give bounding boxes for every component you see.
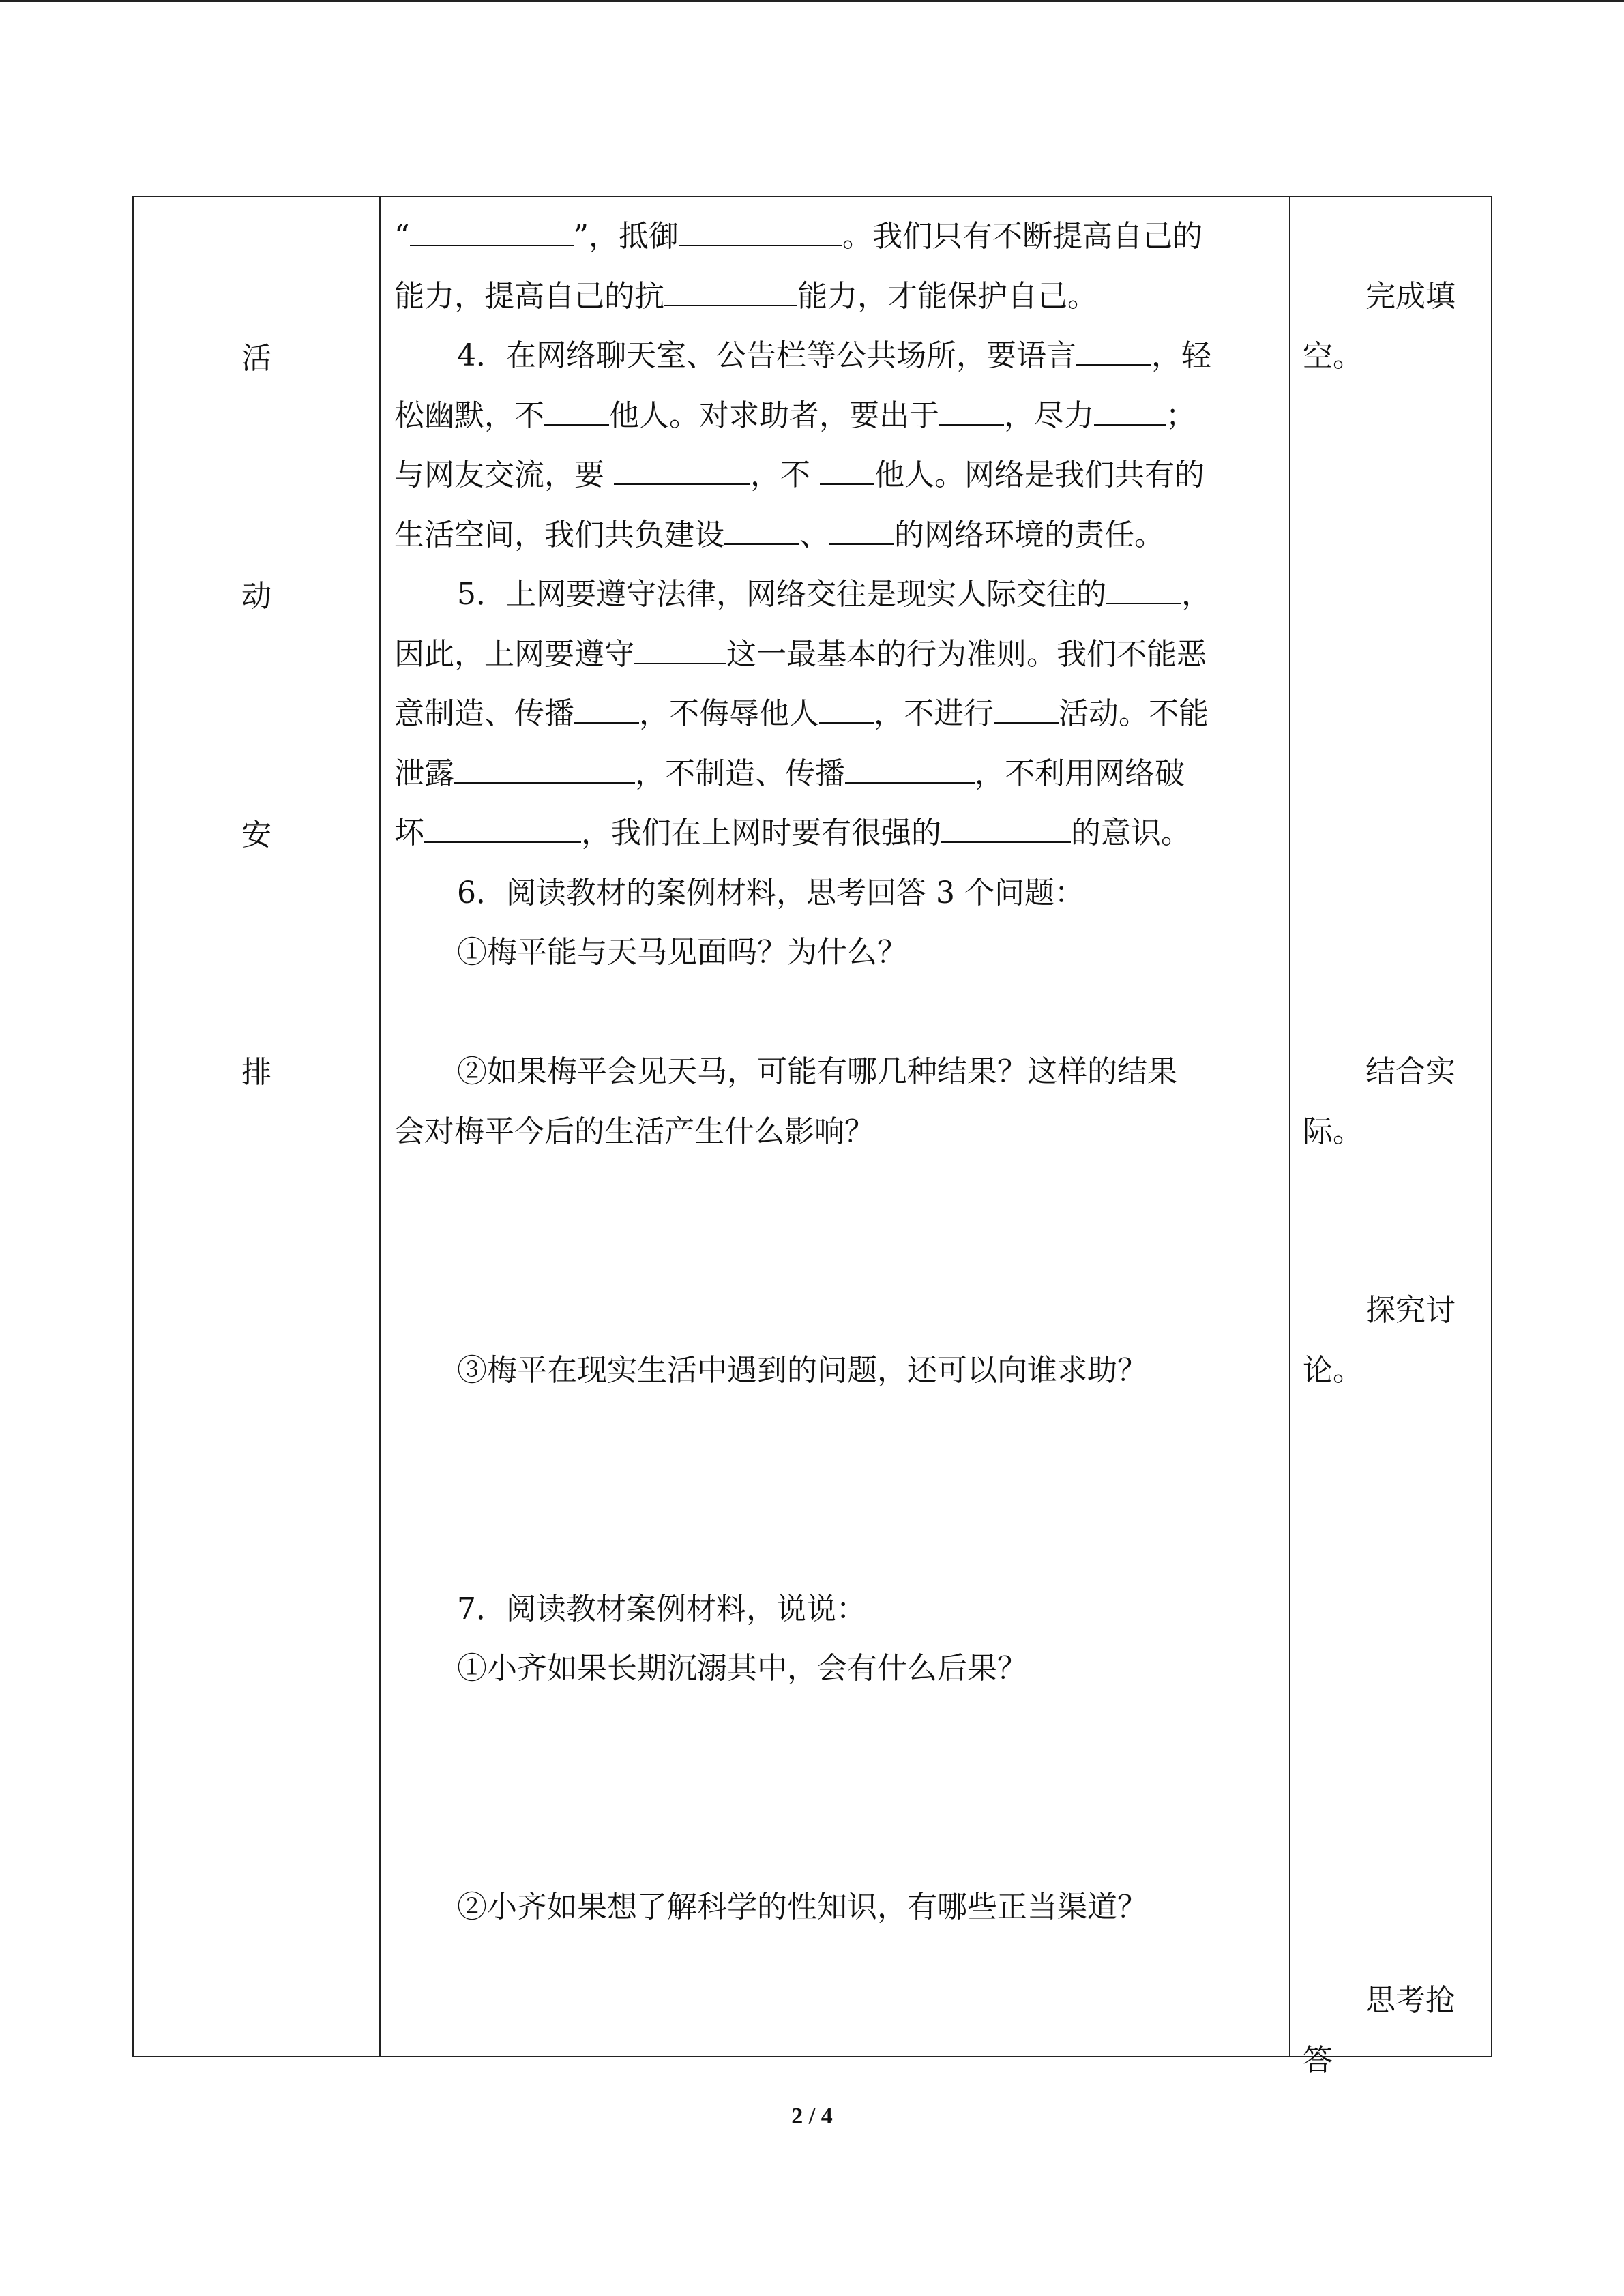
page-top-border <box>0 0 1624 2</box>
note-complete-blanks: 完成填 空。 <box>1303 279 1456 374</box>
question-6-item-2-cont: 会对梅平今后的生活产生什么影响？ <box>394 1114 874 1149</box>
answer-space <box>394 1758 1278 1818</box>
page-number: 2 / 4 <box>791 2104 833 2129</box>
blank[interactable] <box>544 397 609 426</box>
question-4-line-2: 松幽默，不 他人。对求助者，要出于 ，尽力 ； <box>394 398 1196 433</box>
lesson-table <box>132 196 1492 2078</box>
answer-space <box>394 1818 1278 1878</box>
question-5-line-1: 5．上网要遵守法律，网络交往是现实人际交往的 ， <box>457 577 1211 612</box>
blank[interactable] <box>410 218 574 246</box>
question-7-item-1: ①小齐如果长期沉溺其中，会有什么后果？ <box>457 1651 1027 1686</box>
answer-space <box>394 1400 1278 1460</box>
blank[interactable] <box>424 814 581 843</box>
answer-space <box>394 1161 1278 1221</box>
blank[interactable] <box>829 516 894 545</box>
answer-space <box>394 1699 1278 1759</box>
question-7-item-2: ②小齐如果想了解科学的性知识，有哪些正当渠道？ <box>457 1890 1147 1924</box>
blank[interactable] <box>994 695 1059 724</box>
line-p1a: “ ”，抵御 。我们只有不断提高自己的 <box>394 219 1202 254</box>
blank[interactable] <box>939 397 1004 426</box>
left-label-char-3: 安 <box>241 818 271 852</box>
blank[interactable] <box>1076 337 1151 366</box>
column-divider-left <box>379 197 381 2056</box>
left-label-char-2: 动 <box>241 579 271 614</box>
question-5-line-5: 坏 ，我们在上网时要有很强的 的意识。 <box>394 816 1191 850</box>
question-5-line-4: 泄露 ，不制造、传播 ，不利用网络破 <box>394 756 1185 791</box>
answer-space <box>394 1460 1278 1520</box>
line-p1b: 能力，提高自己的抗 能力，才能保护自己。 <box>394 278 1097 314</box>
blank[interactable] <box>724 516 799 545</box>
question-6-item-1: ①梅平能与天马见面吗？为什么？ <box>457 935 907 970</box>
blank[interactable] <box>454 755 635 784</box>
blank[interactable] <box>664 278 797 306</box>
question-4-line-3: 与网友交流，要 ，不 他人。网络是我们共有的 <box>394 458 1205 492</box>
note-quick-answer: 思考抢 答 <box>1303 1983 1456 2078</box>
note-discussion: 探究讨 论。 <box>1303 1293 1456 1388</box>
blank[interactable] <box>819 695 874 724</box>
blank[interactable] <box>574 695 639 724</box>
question-7-heading: 7．阅读教材案例材料，说说： <box>457 1591 866 1626</box>
left-label-char-4: 排 <box>241 1055 271 1090</box>
blank[interactable] <box>941 814 1071 843</box>
question-6-item-3: ③梅平在现实生活中遇到的问题，还可以向谁求助？ <box>457 1352 1147 1388</box>
blank[interactable] <box>1094 397 1166 426</box>
question-4-line-4: 生活空间，我们共负建设 、 的网络环境的责任。 <box>394 517 1164 552</box>
blank[interactable] <box>820 456 874 485</box>
blank[interactable] <box>634 636 726 664</box>
blank[interactable] <box>1106 576 1181 604</box>
question-6-item-2: ②如果梅平会见天马，可能有哪几种结果？这样的结果 <box>457 1054 1177 1089</box>
activity-content <box>394 207 1278 1937</box>
note-connect-reality: 结合实 际。 <box>1303 1054 1456 1149</box>
answer-space <box>394 1519 1278 1579</box>
blank[interactable] <box>614 456 750 485</box>
question-5-line-2: 因此，上网要遵守 这一最基本的行为准则。我们不能恶 <box>394 636 1207 672</box>
question-4-line-1: 4．在网络聊天室、公告栏等公共场所，要语言 ，轻 <box>457 338 1211 373</box>
answer-space <box>394 1221 1278 1281</box>
column-divider-right <box>1289 197 1290 2056</box>
question-5-line-3: 意制造、传播 ，不侮辱他人 ，不进行 活动。不能 <box>394 696 1209 731</box>
question-6-heading: 6．阅读教材的案例材料，思考回答 3 个问题： <box>457 875 1084 910</box>
answer-space <box>394 983 1278 1043</box>
blank[interactable] <box>845 755 975 784</box>
left-label-char-1: 活 <box>241 341 271 376</box>
blank[interactable] <box>679 218 842 246</box>
answer-space <box>394 1281 1278 1341</box>
